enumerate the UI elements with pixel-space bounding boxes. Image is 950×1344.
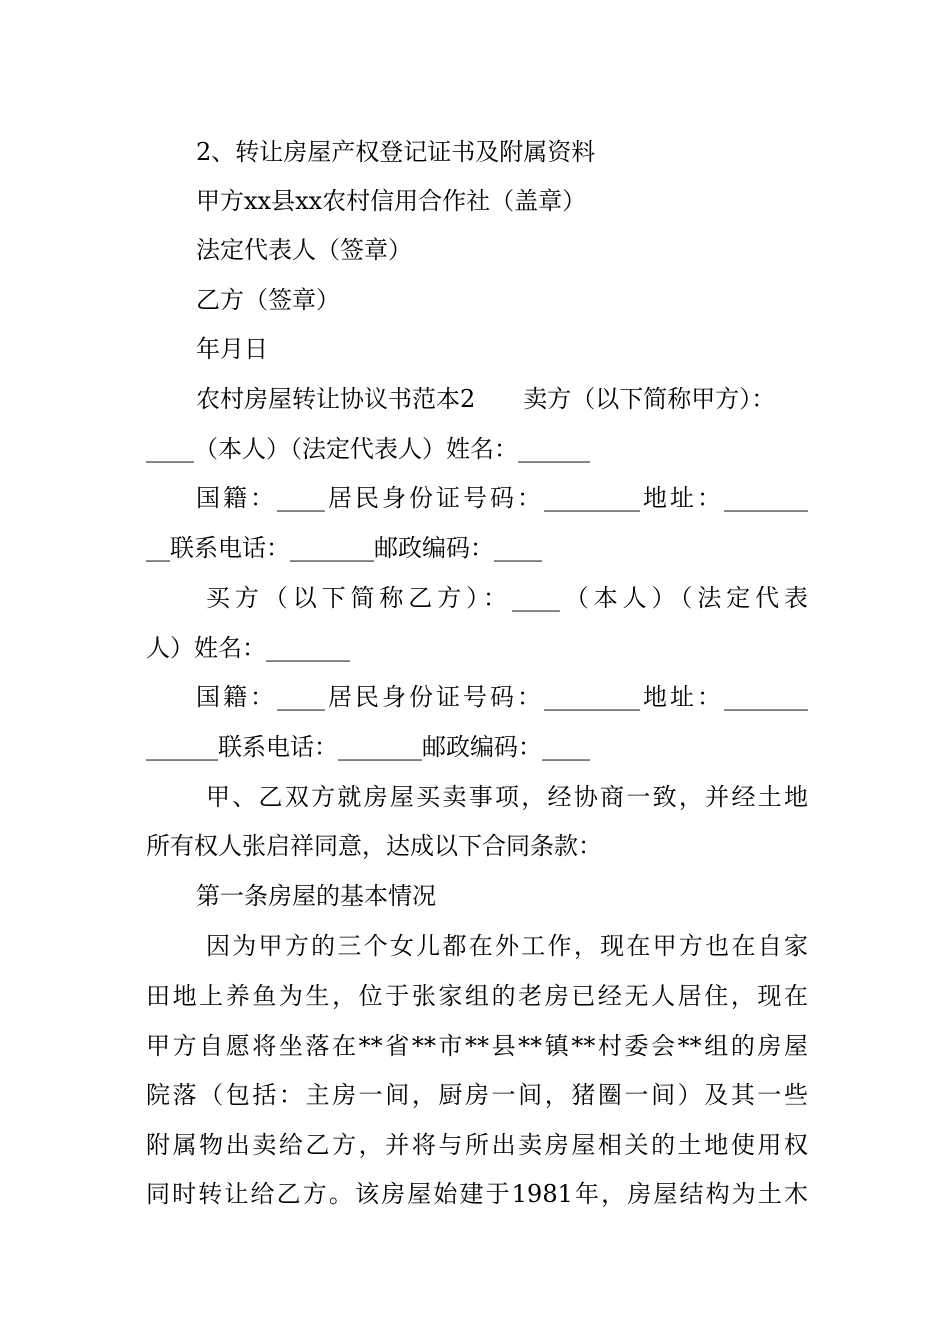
buyer-contact-line: ______联系电话：_______邮政编码：____ [146, 733, 590, 761]
seller-id-line: 国籍：____居民身份证号码：________地址：_______ [196, 484, 808, 512]
date-line: 年月日 [196, 335, 268, 363]
agreement-paragraph-line-1: 甲、乙双方就房屋买卖事项，经协商一致，并经土地 [206, 783, 808, 811]
article-1-line-2: 田地上养鱼为生，位于张家组的老房已经无人居住，现在 [146, 982, 808, 1010]
article-1-line-6: 同时转让给乙方。该房屋始建于1981年，房屋结构为土木 [146, 1180, 808, 1208]
buyer-id-line: 国籍：____居民身份证号码：________地址：_______ [196, 683, 808, 711]
party-b-sign-line: 乙方（签章） [196, 286, 340, 314]
party-a-seal-line: 甲方xx县xx农村信用合作社（盖章） [196, 187, 587, 215]
template-2-heading: 农村房屋转让协议书范本2 卖方（以下简称甲方）： [196, 385, 776, 413]
legal-representative-line: 法定代表人（签章） [196, 236, 412, 264]
agreement-paragraph-line-2: 所有权人张启祥同意，达成以下合同条款： [146, 832, 602, 860]
article-1-line-1: 因为甲方的三个女儿都在外工作，现在甲方也在自家 [206, 932, 808, 960]
seller-contact-line: __联系电话：_______邮政编码：____ [146, 534, 542, 562]
article-1-line-4: 院落（包括：主房一间，厨房一间，猪圈一间）及其一些 [146, 1081, 808, 1109]
buyer-name-line: 人）姓名：_______ [146, 634, 350, 662]
seller-name-line: ____（本人）（法定代表人）姓名：______ [146, 435, 590, 463]
buyer-heading-line: 买方（以下简称乙方）：____（本人）（法定代表 [206, 584, 808, 612]
attachment-item-2: 2、转让房屋产权登记证书及附属资料 [196, 138, 596, 166]
article-1-line-3: 甲方自愿将坐落在**省**市**县**镇**村委会**组的房屋 [146, 1032, 808, 1060]
article-1-heading: 第一条房屋的基本情况 [196, 882, 436, 910]
article-1-line-5: 附属物出卖给乙方，并将与所出卖房屋相关的土地使用权 [146, 1131, 808, 1159]
